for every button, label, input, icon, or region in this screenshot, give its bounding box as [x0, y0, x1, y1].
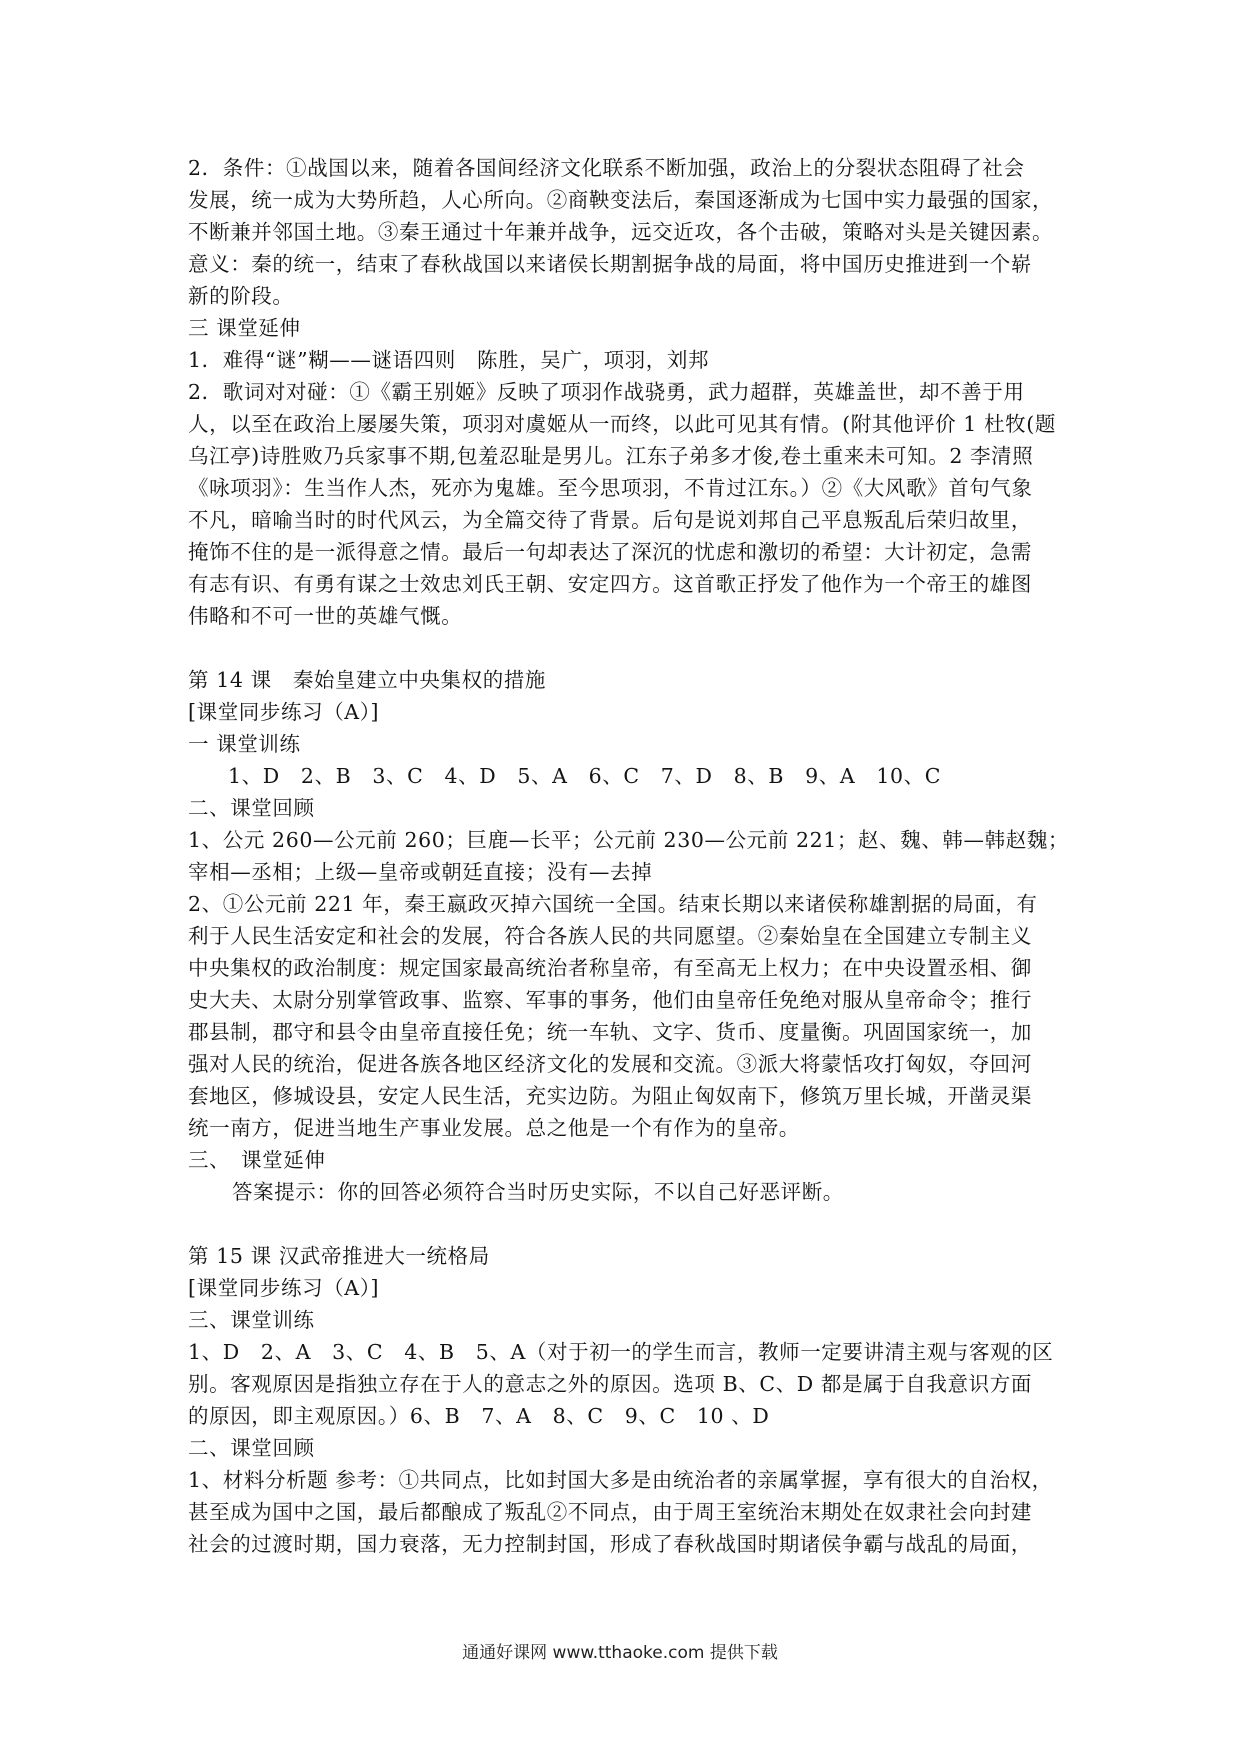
text-line: 甚至成为国中之国，最后都酿成了叛乱②不同点，由于周王室统治末期处在奴隶社会向封建 [188, 1500, 1032, 1524]
lesson14-hint: 答案提示：你的回答必须符合当时历史实际，不以自己好恶评断。 [232, 1180, 844, 1204]
text-line: 利于人民生活安定和社会的发展，符合各族人民的共同愿望。②秦始皇在全国建立专制主义 [188, 924, 1032, 948]
document-body [188, 152, 1068, 1560]
lesson14-review [188, 824, 1068, 1144]
text-line: 1、公元 260—公元前 260；巨鹿—长平；公元前 230—公元前 221；赵、魏、韩—韩赵魏； [188, 828, 1070, 852]
text-line: 郡县制，郡守和县令由皇帝直接任免；统一车轨、文字、货币、度量衡。巩固国家统一，加 [188, 1020, 1032, 1044]
lesson14-answers: 1、D 2、B 3、C 4、D 5、A 6、C 7、D 8、B 9、A 10、C [228, 764, 942, 788]
text-line: 套地区，修城设县，安定人民生活，充实边防。为阻止匈奴南下，修筑万里长城，开凿灵渠 [188, 1084, 1032, 1108]
lesson15-practice-heading: [课堂同步练习（A）] [188, 1276, 380, 1300]
text-line: 史大夫、太尉分别掌管政事、监察、军事的事务，他们由皇帝任免绝对服从皇帝命令；推行 [188, 988, 1032, 1012]
lesson15-training-heading: 三、课堂训练 [188, 1308, 315, 1332]
text-line: 伟略和不可一世的英雄气慨。 [188, 604, 463, 628]
text-line: 别。客观原因是指独立存在于人的意志之外的原因。选项 B、C、D 都是属于自我意识方面 [188, 1372, 1032, 1396]
page-footer: 通通好课网 www.tthaoke.com 提供下载 [462, 1643, 778, 1663]
text-line: 宰相—丞相；上级—皇帝或朝廷直接；没有—去掉 [188, 860, 653, 884]
lesson14-extension-heading: 三、 课堂延伸 [188, 1148, 326, 1172]
lesson14-review-heading: 二、课堂回顾 [188, 796, 315, 820]
text-line: 1、材料分析题 参考：①共同点，比如封国大多是由统治者的亲属掌握，享有很大的自治权， [188, 1468, 1053, 1492]
text-line: 《咏项羽》：生当作人杰，死亦为鬼雄。至今思项羽，不肯过江东。）②《大风歌》首句气象 [188, 476, 1033, 500]
text-line: 不凡，暗喻当时的时代风云，为全篇交待了背景。后句是说刘邦自己平息叛乱后荣归故里， [188, 508, 1032, 532]
text-line: 三 课堂延伸 [188, 316, 301, 340]
lesson15-answers [188, 1336, 1068, 1432]
text-line: 发展，统一成为大势所趋，人心所向。②商鞅变法后，秦国逐渐成为七国中实力最强的国家， [188, 188, 1054, 212]
lesson14-section [188, 664, 1068, 1208]
text-line: 强对人民的统治，促进各族各地区经济文化的发展和交流。③派大将蒙恬攻打匈奴，夺回河 [188, 1052, 1032, 1076]
text-line: 1．难得“谜”糊——谜语四则 陈胜，吴广，项羽，刘邦 [188, 348, 710, 372]
text-line: 不断兼并邻国土地。③秦王通过十年兼并战争，远交近攻，各个击破，策略对头是关键因素。 [188, 220, 1054, 244]
lesson14-training-heading: 一 课堂训练 [188, 732, 301, 756]
text-line: 乌江亭)诗胜败乃兵家事不期,包羞忍耻是男儿。江东子弟多才俊,卷土重来未可知。2 李清照 [188, 444, 1034, 468]
text-line: 人，以至在政治上屡屡失策，项羽对虞姬从一而终，以此可见其有情。(附其他评价 1 杜牧(题 [188, 412, 1056, 436]
text-line: 1、D 2、A 3、C 4、B 5、A（对于初一的学生而言，教师一定要讲清主观与客观的区 [188, 1340, 1054, 1364]
text-line: 2．条件：①战国以来，随着各国间经济文化联系不断加强，政治上的分裂状态阻碍了社会 [188, 156, 1025, 180]
lesson15-title: 第 15 课 汉武帝推进大一统格局 [188, 1244, 490, 1268]
text-line: 社会的过渡时期，国力衰落，无力控制封国，形成了春秋战国时期诸侯争霸与战乱的局面， [188, 1532, 1032, 1556]
text-line: 有志有识、有勇有谋之士效忠刘氏王朝、安定四方。这首歌正抒发了他作为一个帝王的雄图 [188, 572, 1032, 596]
lesson15-section [188, 1240, 1068, 1560]
lesson14-practice-heading: [课堂同步练习（A）] [188, 700, 380, 724]
text-line: 的原因，即主观原因。）6、B 7、A 8、C 9、C 10 、D [188, 1404, 770, 1428]
lesson15-review-heading: 二、课堂回顾 [188, 1436, 315, 1460]
text-line: 2、①公元前 221 年，秦王嬴政灭掉六国统一全国。结束长期以来诸侯称雄割据的局面，有 [188, 892, 1038, 916]
lesson13-continuation [188, 152, 1068, 632]
lesson15-review [188, 1464, 1068, 1560]
text-line: 新的阶段。 [188, 284, 294, 308]
lesson14-title: 第 14 课 秦始皇建立中央集权的措施 [188, 668, 547, 692]
text-line: 2．歌词对对碰：①《霸王别姬》反映了项羽作战骁勇，武力超群，英雄盖世，却不善于用 [188, 380, 1025, 404]
text-line: 中央集权的政治制度：规定国家最高统治者称皇帝，有至高无上权力；在中央设置丞相、御 [188, 956, 1032, 980]
text-line: 意义：秦的统一，结束了春秋战国以来诸侯长期割据争战的局面，将中国历史推进到一个崭 [188, 252, 1032, 276]
text-line: 掩饰不住的是一派得意之情。最后一句却表达了深沉的忧虑和激切的希望：大计初定，急需 [188, 540, 1032, 564]
text-line: 统一南方，促进当地生产事业发展。总之他是一个有作为的皇帝。 [188, 1116, 800, 1140]
